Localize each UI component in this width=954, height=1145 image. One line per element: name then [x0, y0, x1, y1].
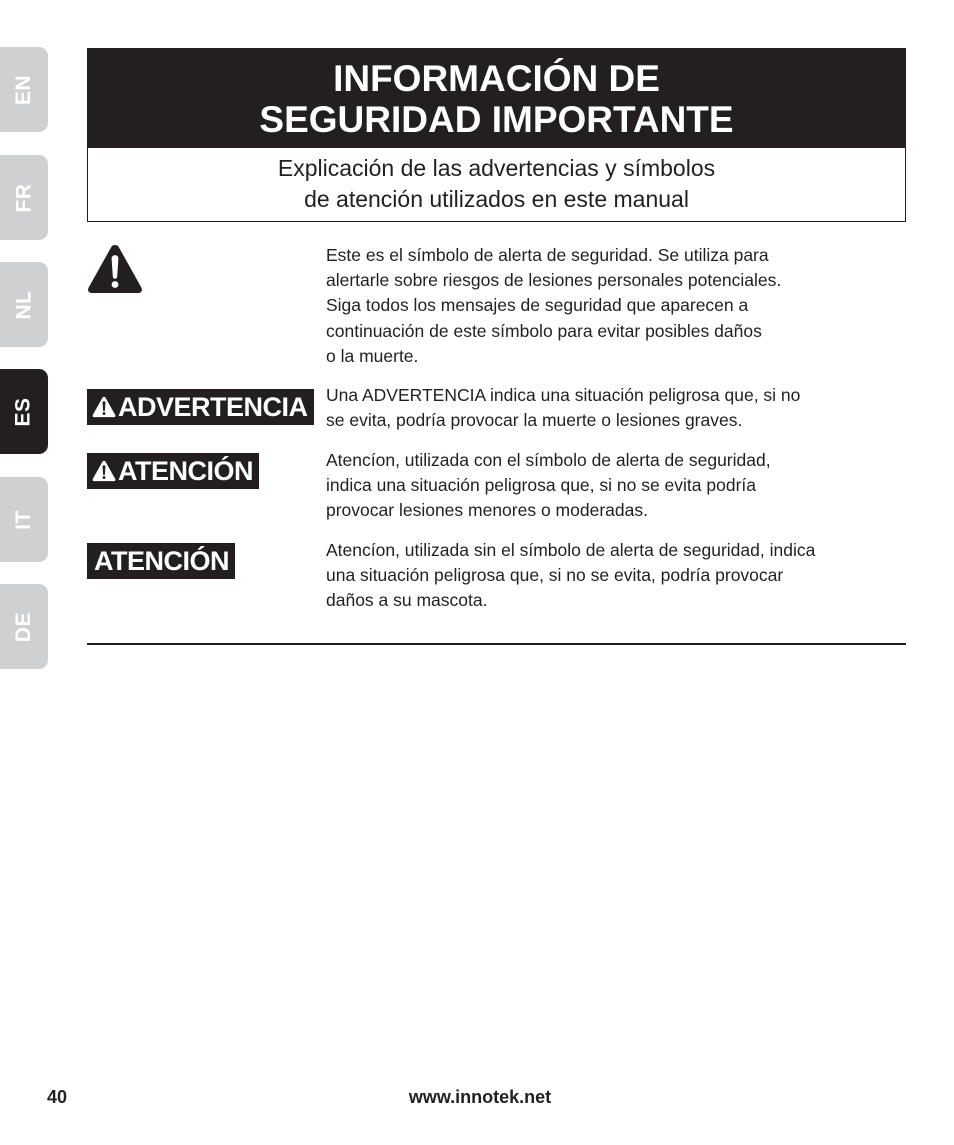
lang-tab-it[interactable] — [0, 477, 48, 562]
description-line: una situación peligrosa que, si no se evita, podría provocar — [326, 565, 784, 586]
badge-label: ATENCIÓN — [94, 545, 229, 576]
lang-tab-label: NL — [12, 290, 35, 319]
entry-description — [326, 538, 911, 614]
advertencia-badge — [87, 389, 314, 425]
lang-tab-label: IT — [11, 509, 35, 530]
description-line: Este es el símbolo de alerta de seguridad. Se utiliza para — [326, 245, 769, 265]
entry-description — [326, 448, 911, 524]
page-subtitle-line-2: de atención utilizados en este manual — [304, 186, 689, 212]
safety-alert-triangle-icon — [87, 243, 143, 295]
entry-description — [326, 243, 911, 369]
description-line: Atencíon, utilizada sin el símbolo de alerta de seguridad, indica — [326, 540, 816, 560]
safety-alert-triangle-icon — [92, 460, 116, 482]
description-line: Atencíon, utilizada con el símbolo de alerta de seguridad, — [326, 450, 771, 470]
badge-label: ATENCIÓN — [118, 455, 253, 486]
page-title — [88, 49, 905, 148]
lang-tab-nl[interactable] — [0, 262, 48, 347]
lang-tab-label: FR — [12, 183, 35, 212]
description-line: o la muerte. — [326, 345, 419, 366]
lang-tab-label: EN — [12, 74, 35, 105]
lang-tab-label: DE — [12, 611, 35, 642]
description-line: alertarle sobre riesgos de lesiones personales potenciales. — [326, 270, 782, 291]
lang-tab-fr[interactable] — [0, 155, 48, 240]
atencion-badge — [87, 453, 259, 489]
page-subtitle — [88, 148, 905, 220]
lang-tab-label: ES — [11, 396, 35, 427]
safety-alert-triangle-icon — [92, 396, 116, 418]
entry-description — [326, 383, 911, 433]
safety-header — [87, 48, 906, 222]
atencion-plain-badge — [87, 543, 235, 579]
page-subtitle-line-1: Explicación de las advertencias y símbolos — [277, 155, 716, 181]
description-line: daños a su mascota. — [326, 590, 488, 611]
lang-tab-es[interactable] — [0, 369, 48, 454]
lang-tab-en[interactable] — [0, 47, 48, 132]
description-line: Siga todos los mensajes de seguridad que aparecen a — [326, 295, 749, 316]
description-line: indica una situación peligrosa que, si no se evita podría — [326, 475, 756, 496]
footer-url: www.innotek.net — [408, 1087, 552, 1107]
page-title-line-1: INFORMACIÓN DE — [333, 57, 660, 99]
description-line: se evita, podría provocar la muerte o lesiones graves. — [326, 410, 743, 431]
description-line: Una ADVERTENCIA indica una situación peligrosa que, si no — [326, 385, 801, 405]
description-line: continuación de este símbolo para evitar posibles daños — [326, 320, 762, 341]
page-title-line-2: SEGURIDAD IMPORTANTE — [259, 98, 734, 140]
language-tabs — [0, 0, 48, 680]
badge-label: ADVERTENCIA — [118, 391, 308, 422]
description-line: provocar lesiones menores o moderadas. — [326, 500, 648, 521]
page-number: 40 — [47, 1087, 68, 1107]
section-divider — [87, 643, 906, 645]
lang-tab-de[interactable] — [0, 584, 48, 669]
